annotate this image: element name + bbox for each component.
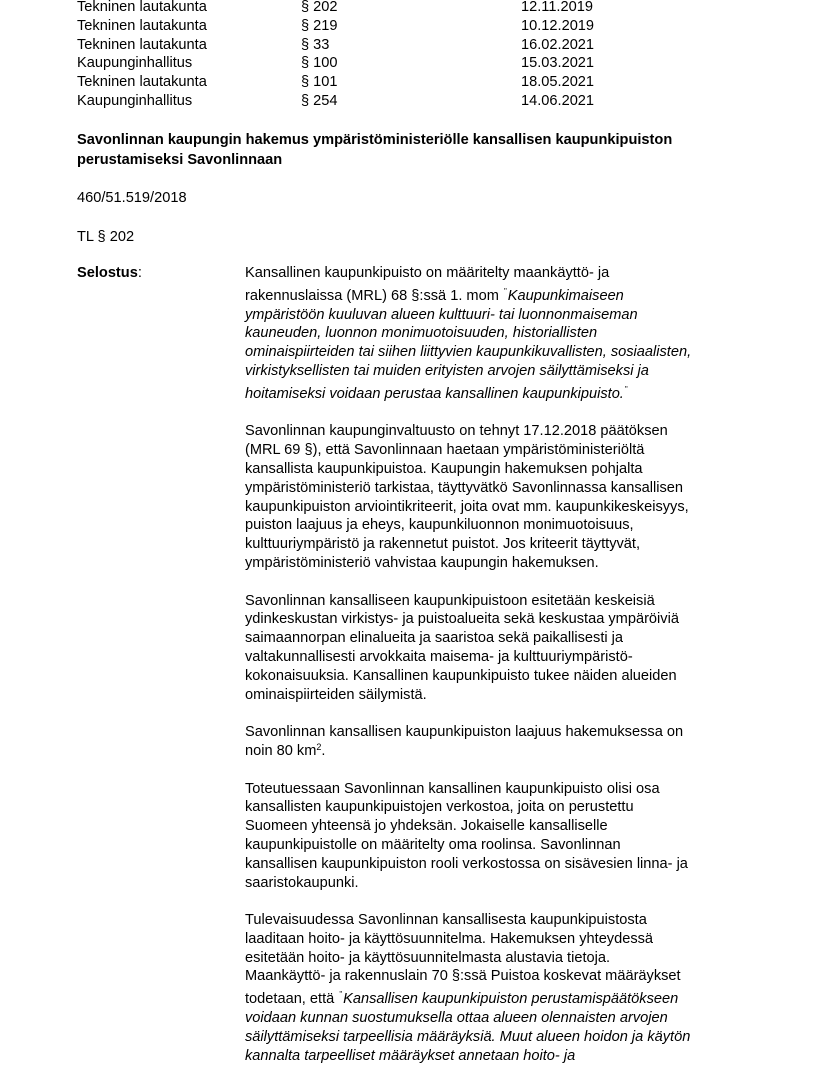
text-line: saimaannorpan elinalueita ja saaristoa sekä paikallisesti ja (245, 630, 624, 647)
text-line (245, 742, 745, 761)
text-line: (MRL 69 §), että Savonlinnaan haetaan ympäristöministeriöltä (245, 442, 645, 459)
history-section: § 33 (301, 36, 330, 53)
text-line: Toteutuessaan Savonlinnan kansallinen kaupunkipuisto olisi osa (245, 780, 660, 797)
history-date: 16.02.2021 (521, 36, 595, 53)
text-run: todetaan, että (245, 991, 335, 1008)
paragraph (245, 422, 745, 572)
text-line: kokonaisuuksia. Kansallinen kaupunkipuisto tukee näiden alueiden (245, 667, 677, 684)
text-line: ydinkeskustan virkistys- ja puistoalueita sekä keskustaa ympäröiviä (245, 611, 679, 628)
history-date: 18.05.2021 (521, 74, 595, 91)
quote-text: voidaan kunnan suostumuksella ottaa alueen olennaisten arvojen (245, 1010, 668, 1027)
processing-history (77, 0, 594, 111)
title-line: Savonlinnan kaupungin hakemus ympäristöministeriölle kansallisen kaupunkipuiston (77, 132, 673, 148)
history-date: 10.12.2019 (521, 17, 595, 34)
text-line: kansallisten kaupunkipuistojen verkostoa, joita on perustettu (245, 799, 634, 816)
text-line: kulttuuriympäristö ja rakennetut puistot. Jos kriteerit täyttyvät, (245, 536, 641, 553)
paragraph (245, 780, 745, 893)
text-line: ympäristöministeriö tarkistaa, täyttyvätkö Savonlinnassa kansallisen (245, 479, 684, 496)
quote-text: kauneuden, luonnon monimuotoisuuden, historiallisten (245, 325, 598, 342)
text-line: ominaispiirteiden säilymistä. (245, 686, 427, 703)
text-line: kansallisen kaupunkipuiston rooli verkostossa on sisävesien linna- ja (245, 855, 688, 872)
quote-text: säilyttämiseksi tarpeellisia määräyksiä. Muut alueen hoidon ja käytön (245, 1028, 691, 1045)
text-run: . (321, 742, 326, 759)
text-line (245, 381, 745, 404)
paragraph (245, 264, 745, 404)
history-body: Tekninen lautakunta (77, 0, 207, 15)
history-section: § 100 (301, 55, 338, 72)
text-line (245, 306, 745, 325)
title-line: perustamiseksi Savonlinnaan (77, 151, 283, 168)
quote-mark: " (503, 286, 507, 296)
history-body: Tekninen lautakunta (77, 36, 207, 53)
history-date: 12.11.2019 (521, 0, 593, 15)
quote-mark: " (624, 384, 628, 394)
text-line: kansallista kaupunkipuistoa. Kaupungin hakemuksen pohjalta (245, 460, 643, 477)
history-body: Kaupunginhallitus (77, 55, 193, 72)
text-line: Savonlinnan kansallisen kaupunkipuiston laajuus hakemuksessa on (245, 724, 684, 741)
text-run: noin 80 km (245, 742, 317, 759)
history-row (77, 73, 594, 92)
diary-number: 460/51.519/2018 (77, 190, 187, 206)
text-line: kaupunkipuiston arviointikriteerit, joita ovat mm. kaupunkikeskeisyys, (245, 498, 689, 515)
history-row (77, 36, 594, 55)
text-line: Maankäyttö- ja rakennuslain 70 §:ssä Puistoa koskevat määräykset (245, 968, 681, 985)
quote-text: virkistyksellisten tai muiden erityisten arvojen säilyttämiseksi ja (245, 362, 649, 379)
paragraph (245, 592, 745, 705)
history-row (77, 17, 594, 36)
text-line (245, 986, 745, 1009)
paragraph (245, 911, 745, 1065)
quote-text: Kaupunkimaiseen (507, 287, 624, 304)
section-label-text: Selostus (77, 265, 138, 281)
text-line: Savonlinnan kansalliseen kaupunkipuistoon esitetään keskeisiä (245, 592, 655, 609)
text-line (245, 362, 745, 381)
text-line: puiston laajuus ja eheys, kaupunkiluonnon monimuotoisuus, (245, 517, 634, 534)
text-line (245, 343, 745, 362)
history-row (77, 92, 594, 111)
text-line: Tulevaisuudessa Savonlinnan kansallisesta kaupunkipuistosta (245, 912, 647, 929)
quote-text: Kansallisen kaupunkipuiston perustamispäätökseen (343, 991, 679, 1008)
text-line: Kansallinen kaupunkipuisto on määritelty maankäyttö- ja (245, 265, 610, 281)
text-line: Savonlinnan kaupunginvaltuusto on tehnyt 17.12.2018 päätöksen (245, 423, 668, 440)
history-section: § 254 (301, 92, 338, 109)
text-line (245, 1028, 745, 1047)
text-line: esitetään hoito- ja käyttösuunnitelmasta alustavia tietoja. (245, 949, 611, 966)
history-section: § 101 (301, 74, 338, 91)
text-run: rakennuslaissa (MRL) 68 §:ssä 1. mom (245, 287, 499, 304)
section-label-colon: : (137, 265, 142, 281)
text-line (245, 324, 745, 343)
section-label (77, 264, 142, 283)
history-date: 14.06.2021 (521, 92, 595, 109)
quote-text: ominaispiirteiden tai siihen liittyvien kaupunkikuvallisten, sosiaalisten, (245, 344, 692, 361)
text-line: laaditaan hoito- ja käyttösuunnitelma. Hakemuksen yhteydessä (245, 930, 654, 947)
description-body (245, 264, 745, 1084)
text-line (245, 1047, 745, 1066)
text-line (245, 1009, 745, 1028)
text-line: Suomeen yhteensä jo yhdeksän. Jokaiselle kansalliselle (245, 818, 608, 835)
matter-title (77, 131, 757, 170)
text-line: kaupunkipuistolle on määritelty oma roolinsa. Savonlinnan (245, 836, 621, 853)
text-line: saaristokaupunki. (245, 874, 359, 891)
quote-text: ympäristöön kuuluvan alueen kulttuuri- tai luonnonmaiseman (245, 306, 638, 323)
text-line: ympäristöministeriö vahvistaa kaupungin hakemuksen. (245, 554, 599, 571)
reference-section: TL § 202 (77, 229, 135, 245)
quote-text: kannalta tarpeelliset määräykset annetaan hoito- ja (245, 1047, 576, 1064)
history-date: 15.03.2021 (521, 55, 595, 72)
quote-mark: " (339, 990, 343, 1000)
history-row (77, 54, 594, 73)
history-body: Kaupunginhallitus (77, 92, 193, 109)
history-section: § 202 (301, 0, 338, 15)
paragraph (245, 723, 745, 761)
text-line (245, 283, 745, 306)
history-section: § 219 (301, 17, 338, 34)
superscript: 2 (316, 741, 322, 752)
text-line: valtakunnallisesti arvokkaita maisema- ja kulttuuriympäristö- (245, 648, 633, 665)
history-body: Tekninen lautakunta (77, 74, 207, 91)
history-row (77, 0, 594, 17)
quote-text: hoitamiseksi voidaan perustaa kansallinen kaupunkipuisto. (245, 385, 624, 402)
history-body: Tekninen lautakunta (77, 17, 207, 34)
